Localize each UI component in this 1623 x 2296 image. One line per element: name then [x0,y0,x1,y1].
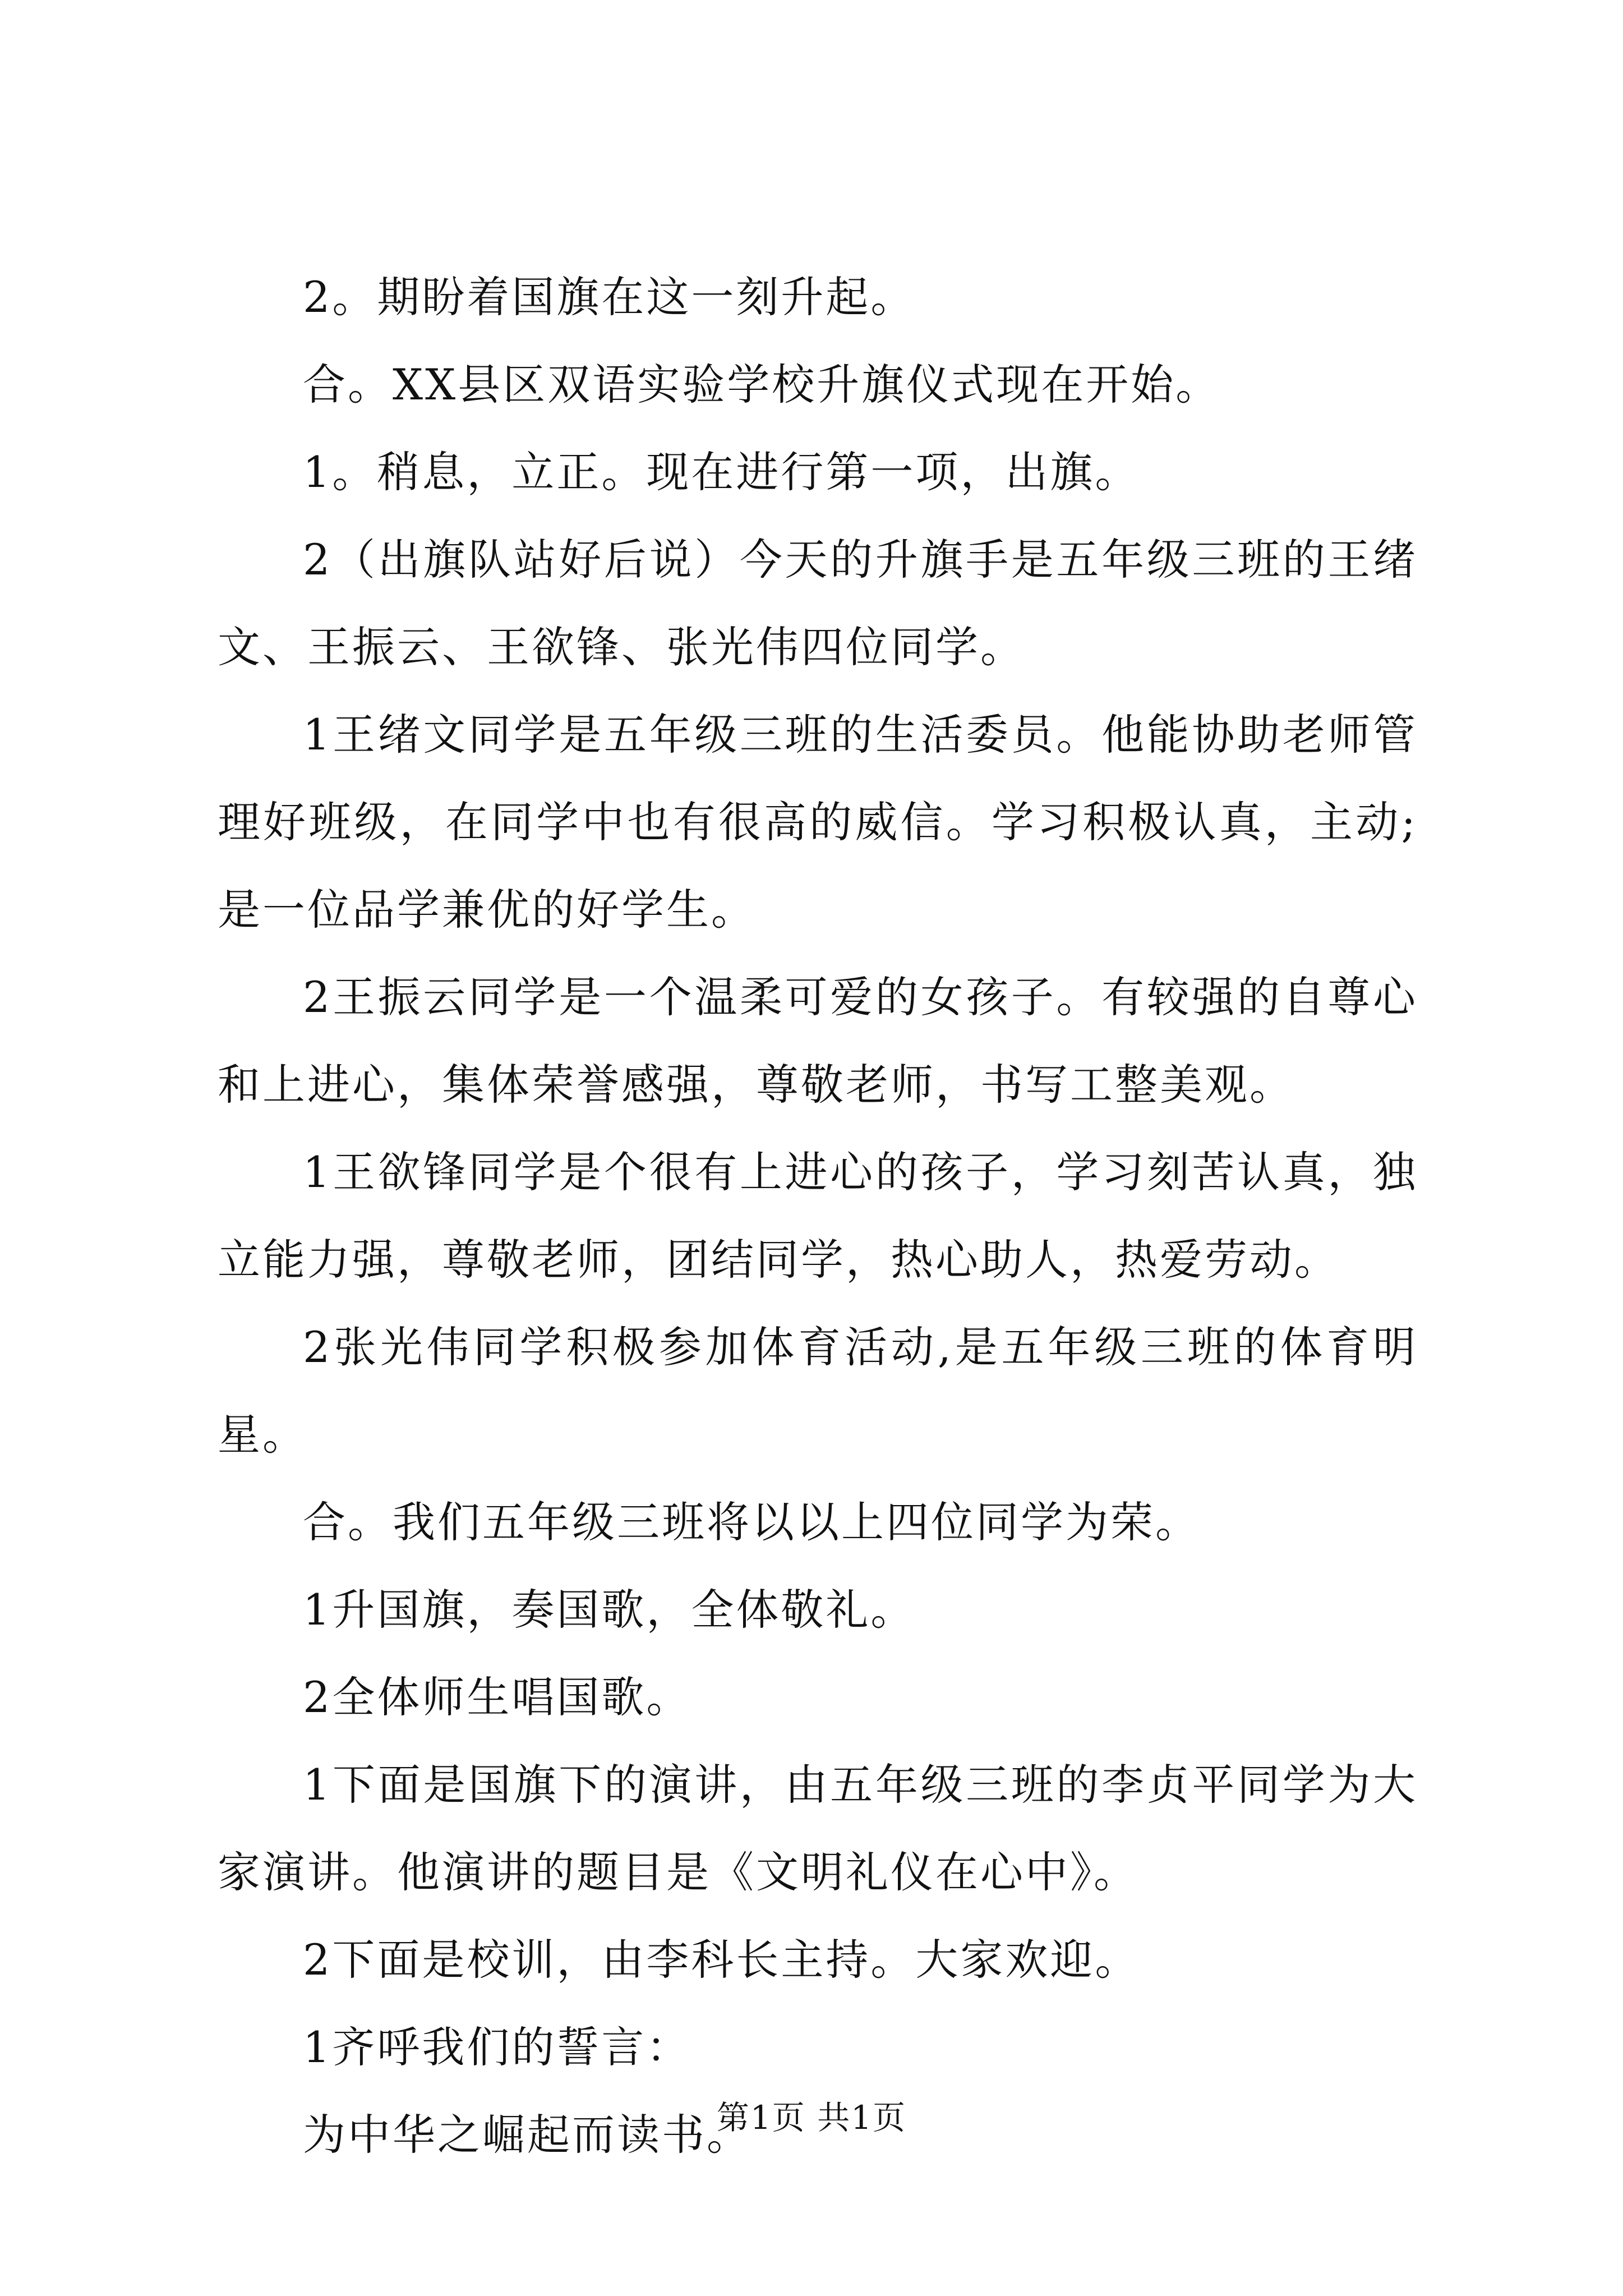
paragraph-11: 2全体师生唱国歌。 [303,1672,691,1722]
paragraph-4: 2（出旗队站好后说）今天的升旗手是五年级三班的王绪文、王振云、王欲锋、张光伟四位同学。 [218,535,1418,672]
paragraph-12: 1下面是国旗下的演讲，由五年级三班的李贞平同学为大家演讲。他演讲的题目是《文明礼仪在心中》。 [218,1760,1418,1897]
document-body [218,254,1418,2179]
paragraph-6: 2王振云同学是一个温柔可爱的女孩子。有较强的自尊心和上进心，集体荣誉感强，尊敬老师，书写工整美观。 [218,972,1418,1110]
page-footer: 第1页 共1页 [716,2099,907,2137]
paragraph-1: 2。期盼着国旗在这一刻升起。 [303,272,916,322]
paragraph-9: 合。我们五年级三班将以以上四位同学为荣。 [303,1497,1200,1547]
paragraph-8: 2张光伟同学积极参加体育活动,是五年级三班的体育明星。 [218,1322,1418,1460]
paragraph-3: 1。稍息，立正。现在进行第一项，出旗。 [303,447,1140,497]
paragraph-2: 合。XX县区双语实验学校升旗仪式现在开始。 [303,360,1221,409]
paragraph-5: 1王绪文同学是五年级三班的生活委员。他能协助老师管理好班级，在同学中也有很高的威信。学习积极认真，主动;是一位品学兼优的好学生。 [218,710,1418,935]
paragraph-15: 为中华之崛起而读书。 [303,2110,751,2160]
paragraph-7: 1王欲锋同学是个很有上进心的孩子，学习刻苦认真，独立能力强，尊敬老师，团结同学，热心助人，热爱劳动。 [218,1147,1418,1285]
paragraph-10: 1升国旗，奏国歌，全体敬礼。 [303,1585,916,1635]
paragraph-14: 1齐呼我们的誓言： [303,2022,691,2072]
paragraph-13: 2下面是校训，由李科长主持。大家欢迎。 [303,1935,1140,1985]
